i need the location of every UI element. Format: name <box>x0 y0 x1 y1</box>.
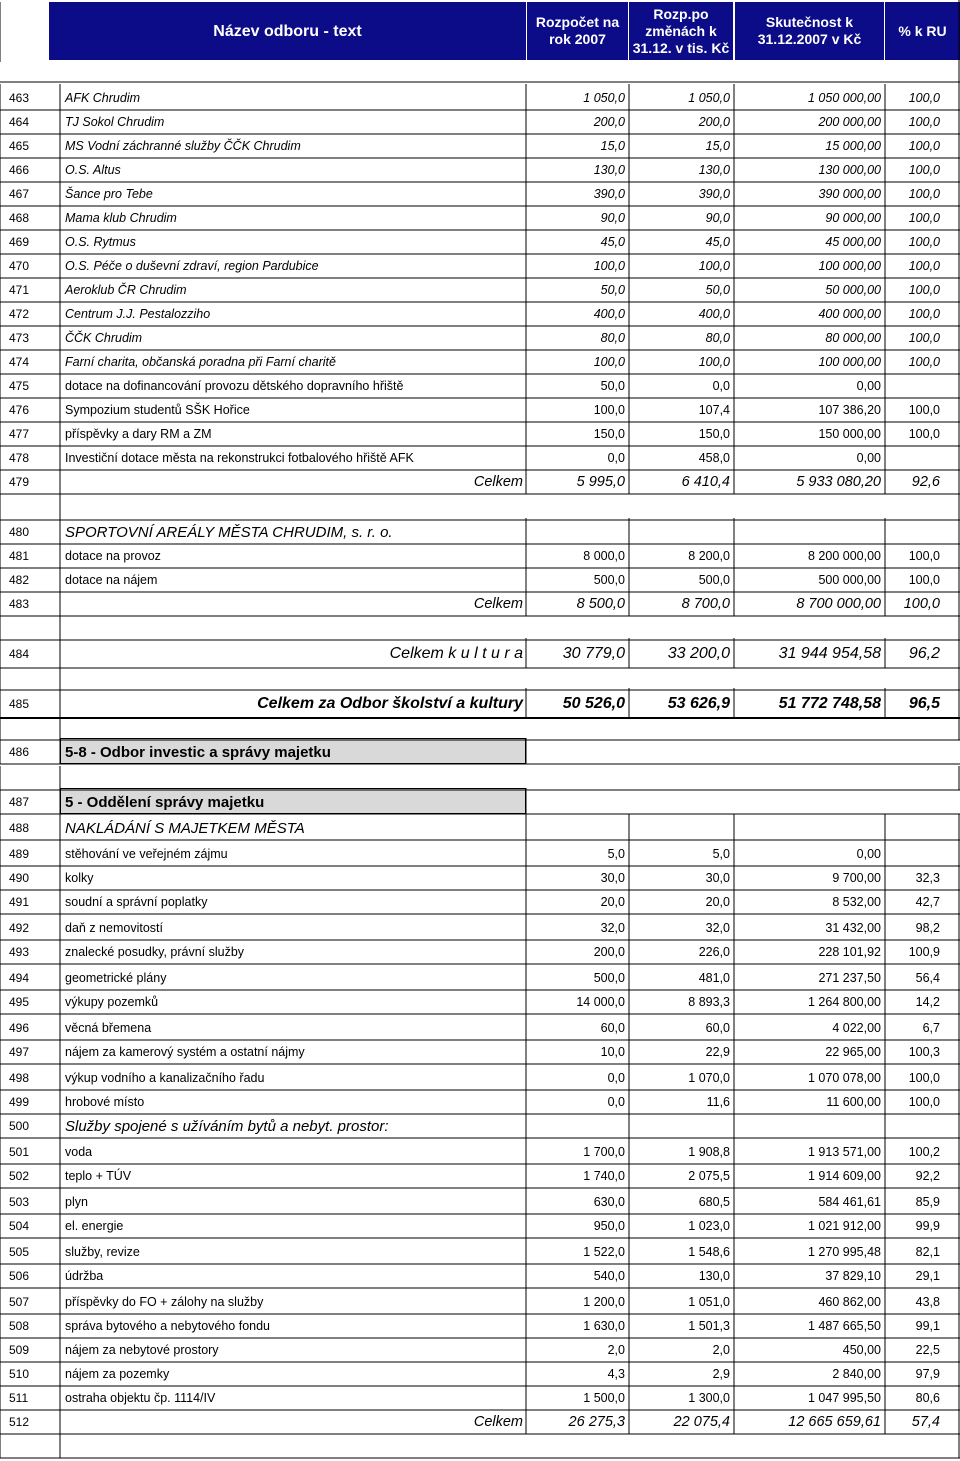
pct-value: 100,0 <box>908 549 940 563</box>
actual-value: 107 386,20 <box>818 403 881 417</box>
actual-value: 45 000,00 <box>825 235 881 249</box>
actual-value: 15 000,00 <box>825 139 881 153</box>
row-number: 470 <box>9 259 30 273</box>
budget-value: 26 275,3 <box>568 1414 625 1430</box>
budget-value: 200,0 <box>593 945 625 959</box>
row-number: 464 <box>9 115 30 129</box>
revised-value: 1 908,8 <box>688 1145 730 1159</box>
pct-value: 100,3 <box>908 1045 940 1059</box>
actual-value: 1 047 995,50 <box>808 1391 881 1405</box>
row-number: 504 <box>9 1219 30 1233</box>
row-name: Celkem k u l t u r a <box>389 645 523 662</box>
revised-value: 90,0 <box>705 211 730 225</box>
header-name: Název odboru - text <box>49 2 526 60</box>
pct-value: 100,0 <box>908 283 940 297</box>
pct-value: 85,9 <box>915 1195 940 1209</box>
actual-value: 11 600,00 <box>826 1095 881 1109</box>
actual-value: 80 000,00 <box>825 331 881 345</box>
budget-value: 10,0 <box>600 1045 625 1059</box>
row-name: Služby spojené s užíváním bytů a nebyt. prostor: <box>65 1117 389 1135</box>
revised-value: 60,0 <box>705 1021 730 1035</box>
budget-value: 100,0 <box>593 403 625 417</box>
actual-value: 500 000,00 <box>818 573 881 587</box>
pct-value: 96,5 <box>908 695 940 712</box>
revised-value: 45,0 <box>705 235 730 249</box>
row-number: 472 <box>9 307 30 321</box>
row-number: 469 <box>9 235 30 249</box>
actual-value: 8 700 000,00 <box>796 596 881 612</box>
revised-value: 1 050,0 <box>688 91 730 105</box>
actual-value: 37 829,10 <box>825 1269 881 1283</box>
revised-value: 1 070,0 <box>688 1071 730 1085</box>
actual-value: 0,00 <box>856 451 881 465</box>
budget-value: 500,0 <box>593 573 625 587</box>
row-number: 493 <box>9 945 30 959</box>
row-number: 496 <box>9 1021 30 1035</box>
row-name: AFK Chrudim <box>65 91 141 105</box>
row-number: 492 <box>9 921 30 935</box>
row-name: Celkem <box>473 596 523 612</box>
actual-value: 8 532,00 <box>832 895 881 909</box>
budget-value: 1 522,0 <box>583 1245 625 1259</box>
pct-value: 100,0 <box>908 235 940 249</box>
budget-value: 950,0 <box>593 1219 625 1233</box>
row-number: 481 <box>9 549 30 563</box>
pct-value: 100,0 <box>908 259 940 273</box>
row-name: nájem za nebytové prostory <box>65 1343 219 1357</box>
row-number: 465 <box>9 139 30 153</box>
actual-value: 271 237,50 <box>818 971 881 985</box>
actual-value: 9 700,00 <box>832 871 881 885</box>
row-name: nájem za kamerový systém a ostatní nájmy <box>65 1045 305 1059</box>
revised-value: 1 023,0 <box>688 1219 730 1233</box>
row-number: 474 <box>9 355 30 369</box>
row-number: 478 <box>9 451 30 465</box>
revised-value: 8 893,3 <box>688 995 730 1009</box>
pct-value: 96,2 <box>908 645 940 662</box>
revised-value: 20,0 <box>705 895 730 909</box>
row-name: ostraha objektu čp. 1114/IV <box>65 1391 216 1405</box>
row-name: NAKLÁDÁNÍ S MAJETKEM MĚSTA <box>65 819 305 837</box>
revised-value: 1 501,3 <box>688 1319 730 1333</box>
pct-value: 100,0 <box>908 355 940 369</box>
row-number: 497 <box>9 1045 30 1059</box>
actual-value: 390 000,00 <box>818 187 881 201</box>
row-number: 477 <box>9 427 30 441</box>
row-number: 468 <box>9 211 30 225</box>
row-name: ČČK Chrudim <box>65 331 143 345</box>
budget-value: 50,0 <box>600 379 625 393</box>
row-name: O.S. Péče o duševní zdraví, region Pardubice <box>65 259 319 273</box>
row-number: 482 <box>9 573 30 587</box>
budget-value: 30,0 <box>600 871 625 885</box>
budget-value: 630,0 <box>593 1195 625 1209</box>
row-name: údržba <box>65 1269 104 1283</box>
budget-value: 0,0 <box>607 451 625 465</box>
header-budget: Rozpočet na rok 2007 <box>527 2 628 60</box>
row-name: Farní charita, občanská poradna při Farní charitě <box>65 355 336 369</box>
pct-value: 100,0 <box>908 1095 940 1109</box>
row-name: stěhování ve veřejném zájmu <box>65 847 228 861</box>
actual-value: 22 965,00 <box>825 1045 881 1059</box>
budget-value: 1 630,0 <box>583 1319 625 1333</box>
budget-value: 8 500,0 <box>576 596 625 612</box>
budget-value: 130,0 <box>593 163 625 177</box>
row-number: 491 <box>9 895 30 909</box>
pct-value: 100,0 <box>908 211 940 225</box>
revised-value: 53 626,9 <box>667 695 730 712</box>
revised-value: 130,0 <box>698 163 730 177</box>
pct-value: 57,4 <box>911 1414 940 1430</box>
actual-value: 130 000,00 <box>818 163 881 177</box>
pct-value: 42,7 <box>915 895 940 909</box>
row-name: Šance pro Tebe <box>65 187 153 201</box>
revised-value: 390,0 <box>698 187 730 201</box>
revised-value: 2 075,5 <box>688 1169 730 1183</box>
row-number: 490 <box>9 871 30 885</box>
budget-value: 200,0 <box>593 115 625 129</box>
actual-value: 31 944 954,58 <box>778 645 881 662</box>
revised-value: 2,9 <box>712 1367 730 1381</box>
row-name: dotace na nájem <box>65 573 158 587</box>
pct-value: 99,9 <box>915 1219 940 1233</box>
row-name: voda <box>65 1145 93 1159</box>
pct-value: 100,0 <box>903 596 940 612</box>
row-name: MS Vodní záchranné služby ČČK Chrudim <box>65 139 301 153</box>
row-number: 507 <box>9 1295 30 1309</box>
budget-value: 0,0 <box>607 1071 625 1085</box>
row-number: 487 <box>9 795 30 809</box>
revised-value: 400,0 <box>698 307 730 321</box>
actual-value: 4 022,00 <box>832 1021 881 1035</box>
revised-value: 100,0 <box>698 355 730 369</box>
revised-value: 226,0 <box>698 945 730 959</box>
actual-value: 400 000,00 <box>818 307 881 321</box>
budget-value: 45,0 <box>600 235 625 249</box>
revised-value: 15,0 <box>705 139 730 153</box>
row-name: příspěvky a dary RM a ZM <box>65 427 212 441</box>
row-name: Celkem za Odbor školství a kultury <box>257 695 523 712</box>
actual-value: 50 000,00 <box>825 283 881 297</box>
revised-value: 8 700,0 <box>681 596 730 612</box>
row-name: O.S. Rytmus <box>65 235 136 249</box>
budget-value: 500,0 <box>593 971 625 985</box>
actual-value: 90 000,00 <box>825 211 881 225</box>
revised-value: 458,0 <box>698 451 730 465</box>
row-name: TJ Sokol Chrudim <box>65 115 165 129</box>
revised-value: 1 300,0 <box>688 1391 730 1405</box>
row-name: znalecké posudky, právní služby <box>65 945 245 959</box>
pct-value: 100,0 <box>908 115 940 129</box>
row-number: 509 <box>9 1343 30 1357</box>
budget-value: 400,0 <box>593 307 625 321</box>
pct-value: 92,2 <box>915 1169 940 1183</box>
pct-value: 100,9 <box>908 945 940 959</box>
actual-value: 200 000,00 <box>818 115 881 129</box>
budget-value: 2,0 <box>607 1343 625 1357</box>
budget-value: 1 500,0 <box>583 1391 625 1405</box>
revised-value: 0,0 <box>712 379 730 393</box>
actual-value: 1 914 609,00 <box>808 1169 881 1183</box>
row-number: 505 <box>9 1245 30 1259</box>
pct-value: 98,2 <box>915 921 940 935</box>
actual-value: 584 461,61 <box>818 1195 881 1209</box>
row-name: služby, revize <box>65 1245 140 1259</box>
pct-value: 100,0 <box>908 331 940 345</box>
row-name: výkup vodního a kanalizačního řadu <box>65 1071 265 1085</box>
pct-value: 100,0 <box>908 91 940 105</box>
pct-value: 100,0 <box>908 573 940 587</box>
pct-value: 43,8 <box>915 1295 940 1309</box>
actual-value: 1 487 665,50 <box>808 1319 881 1333</box>
row-name: hrobové místo <box>65 1095 145 1109</box>
row-name: teplo + TÚV <box>65 1169 132 1183</box>
header-actual: Skutečnost k 31.12.2007 v Kč <box>735 2 884 60</box>
budget-value: 1 740,0 <box>583 1169 625 1183</box>
row-number: 485 <box>9 697 30 711</box>
row-name: Celkem <box>473 1414 523 1430</box>
actual-value: 0,00 <box>856 847 881 861</box>
pct-value: 100,0 <box>908 403 940 417</box>
revised-value: 1 051,0 <box>688 1295 730 1309</box>
actual-value: 12 665 659,61 <box>788 1414 881 1430</box>
row-number: 467 <box>9 187 30 201</box>
actual-value: 2 840,00 <box>832 1367 881 1381</box>
row-name: 5 - Oddělení správy majetku <box>65 793 265 811</box>
revised-value: 22,9 <box>705 1045 730 1059</box>
row-number: 512 <box>9 1415 30 1429</box>
actual-value: 450,00 <box>842 1343 881 1357</box>
pct-value: 100,0 <box>908 307 940 321</box>
pct-value: 6,7 <box>922 1021 940 1035</box>
pct-value: 97,9 <box>915 1367 940 1381</box>
budget-value: 32,0 <box>600 921 625 935</box>
header-revised: Rozp.po změnách k 31.12. v tis. Kč <box>629 2 733 60</box>
row-number: 475 <box>9 379 30 393</box>
pct-value: 100,2 <box>908 1145 940 1159</box>
revised-value: 481,0 <box>698 971 730 985</box>
budget-value: 0,0 <box>607 1095 625 1109</box>
row-number: 495 <box>9 995 30 1009</box>
row-name: Sympozium studentů SŠK Hořice <box>65 403 250 417</box>
row-number: 479 <box>9 475 30 489</box>
row-number: 506 <box>9 1269 30 1283</box>
budget-value: 1 200,0 <box>583 1295 625 1309</box>
revised-value: 1 548,6 <box>688 1245 730 1259</box>
row-number: 473 <box>9 331 30 345</box>
revised-value: 100,0 <box>698 259 730 273</box>
budget-value: 100,0 <box>593 355 625 369</box>
revised-value: 80,0 <box>705 331 730 345</box>
revised-value: 8 200,0 <box>688 549 730 563</box>
budget-value: 5,0 <box>607 847 625 861</box>
pct-value: 56,4 <box>915 971 940 985</box>
budget-value: 15,0 <box>600 139 625 153</box>
pct-value: 100,0 <box>908 1071 940 1085</box>
row-name: Centrum J.J. Pestalozziho <box>65 307 211 321</box>
revised-value: 2,0 <box>712 1343 730 1357</box>
pct-value: 92,6 <box>911 474 940 490</box>
actual-value: 31 432,00 <box>825 921 881 935</box>
row-number: 488 <box>9 821 30 835</box>
budget-value: 20,0 <box>600 895 625 909</box>
actual-value: 1 913 571,00 <box>808 1145 881 1159</box>
row-number: 484 <box>9 647 30 661</box>
budget-value: 14 000,0 <box>576 995 625 1009</box>
row-name: Celkem <box>473 474 523 490</box>
actual-value: 1 264 800,00 <box>808 995 881 1009</box>
row-number: 494 <box>9 971 30 985</box>
row-name: kolky <box>65 871 94 885</box>
row-name: dotace na dofinancování provozu dětského dopravního hřiště <box>65 379 404 393</box>
budget-value: 1 700,0 <box>583 1145 625 1159</box>
actual-value: 1 070 078,00 <box>808 1071 881 1085</box>
row-name: soudní a správní poplatky <box>65 895 208 909</box>
actual-value: 1 021 912,00 <box>808 1219 881 1233</box>
row-number: 463 <box>9 91 30 105</box>
budget-value: 100,0 <box>593 259 625 273</box>
revised-value: 150,0 <box>698 427 730 441</box>
revised-value: 22 075,4 <box>673 1414 730 1430</box>
budget-value: 390,0 <box>593 187 625 201</box>
row-number: 483 <box>9 597 30 611</box>
actual-value: 8 200 000,00 <box>808 549 881 563</box>
row-number: 503 <box>9 1195 30 1209</box>
actual-value: 51 772 748,58 <box>778 695 881 712</box>
budget-value: 5 995,0 <box>576 474 625 490</box>
row-number: 511 <box>9 1391 29 1405</box>
revised-value: 130,0 <box>698 1269 730 1283</box>
actual-value: 1 050 000,00 <box>808 91 881 105</box>
row-number: 486 <box>9 745 30 759</box>
pct-value: 99,1 <box>915 1319 940 1333</box>
pct-value: 29,1 <box>915 1269 940 1283</box>
row-name: O.S. Altus <box>65 163 121 177</box>
pct-value: 82,1 <box>915 1245 940 1259</box>
actual-value: 228 101,92 <box>818 945 881 959</box>
pct-value: 22,5 <box>915 1343 940 1357</box>
budget-value: 50 526,0 <box>562 695 625 712</box>
row-name: SPORTOVNÍ AREÁLY MĚSTA CHRUDIM, s. r. o. <box>65 523 393 541</box>
budget-value: 90,0 <box>600 211 625 225</box>
row-name: daň z nemovitostí <box>65 921 163 935</box>
revised-value: 30,0 <box>705 871 730 885</box>
budget-value: 50,0 <box>600 283 625 297</box>
row-name: Investiční dotace města na rekonstrukci fotbalového hřiště AFK <box>65 451 414 465</box>
row-name: 5-8 - Odbor investic a správy majetku <box>65 743 331 761</box>
revised-value: 6 410,4 <box>681 474 730 490</box>
row-number: 499 <box>9 1095 30 1109</box>
revised-value: 5,0 <box>712 847 730 861</box>
pct-value: 80,6 <box>915 1391 940 1405</box>
actual-value: 1 270 995,48 <box>808 1245 881 1259</box>
row-name: nájem za pozemky <box>65 1367 170 1381</box>
row-number: 480 <box>9 525 30 539</box>
pct-value: 14,2 <box>915 995 940 1009</box>
row-number: 498 <box>9 1071 30 1085</box>
row-number: 500 <box>9 1119 30 1133</box>
budget-value: 8 000,0 <box>583 549 625 563</box>
actual-value: 5 933 080,20 <box>796 474 881 490</box>
row-name: dotace na provoz <box>65 549 161 563</box>
row-name: správa bytového a nebytového fondu <box>65 1319 271 1333</box>
row-number: 510 <box>9 1367 30 1381</box>
actual-value: 0,00 <box>856 379 881 393</box>
row-name: Mama klub Chrudim <box>65 211 177 225</box>
budget-value: 1 050,0 <box>583 91 625 105</box>
actual-value: 460 862,00 <box>818 1295 881 1309</box>
revised-value: 33 200,0 <box>667 645 730 662</box>
actual-value: 100 000,00 <box>818 259 881 273</box>
revised-value: 680,5 <box>698 1195 730 1209</box>
row-name: plyn <box>65 1195 88 1209</box>
pct-value: 100,0 <box>908 139 940 153</box>
row-number: 466 <box>9 163 30 177</box>
row-name: výkupy pozemků <box>65 995 159 1009</box>
row-number: 471 <box>9 283 30 297</box>
header-pct: % k RU <box>885 2 960 60</box>
budget-value: 80,0 <box>600 331 625 345</box>
row-number: 508 <box>9 1319 30 1333</box>
row-name: Aeroklub ČR Chrudim <box>65 283 187 297</box>
budget-value: 150,0 <box>593 427 625 441</box>
revised-value: 200,0 <box>698 115 730 129</box>
pct-value: 100,0 <box>908 187 940 201</box>
revised-value: 32,0 <box>705 921 730 935</box>
revised-value: 50,0 <box>705 283 730 297</box>
pct-value: 100,0 <box>908 163 940 177</box>
budget-value: 30 779,0 <box>562 645 625 662</box>
row-number: 502 <box>9 1169 30 1183</box>
row-name: el. energie <box>65 1219 124 1233</box>
pct-value: 100,0 <box>908 427 940 441</box>
revised-value: 107,4 <box>698 403 730 417</box>
budget-value: 60,0 <box>600 1021 625 1035</box>
row-name: geometrické plány <box>65 971 167 985</box>
actual-value: 100 000,00 <box>818 355 881 369</box>
revised-value: 500,0 <box>698 573 730 587</box>
pct-value: 32,3 <box>915 871 940 885</box>
row-number: 489 <box>9 847 30 861</box>
row-number: 501 <box>9 1145 30 1159</box>
revised-value: 11,6 <box>706 1095 730 1109</box>
actual-value: 150 000,00 <box>818 427 881 441</box>
row-name: věcná břemena <box>65 1021 152 1035</box>
budget-value: 4,3 <box>607 1367 625 1381</box>
row-name: příspěvky do FO + zálohy na služby <box>65 1295 264 1309</box>
row-number: 476 <box>9 403 30 417</box>
budget-value: 540,0 <box>593 1269 625 1283</box>
